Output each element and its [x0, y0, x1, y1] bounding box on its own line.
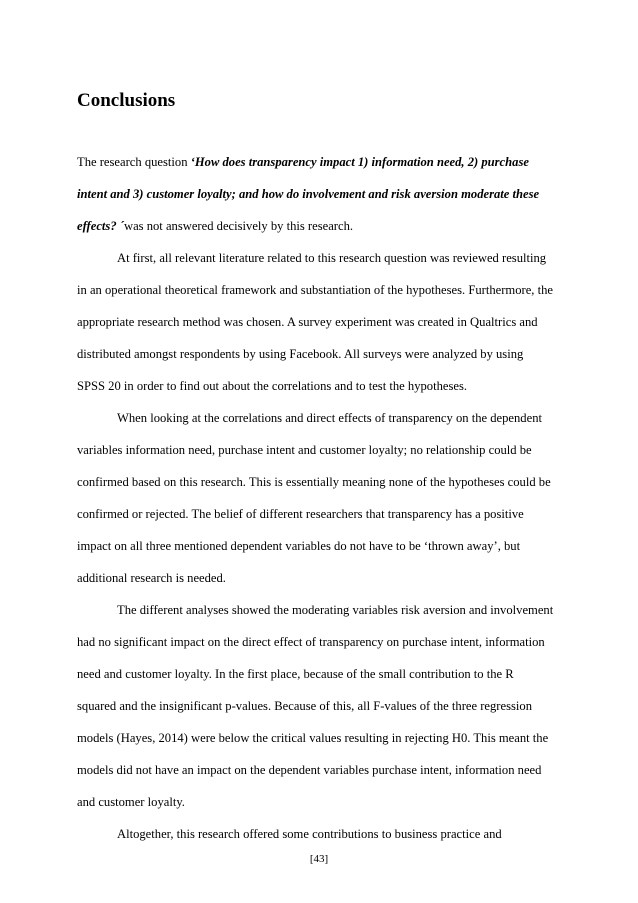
- text-line: SPSS 20 in order to find out about the correlations and to test the hypotheses.: [77, 379, 468, 393]
- text-line: additional research is needed.: [77, 571, 226, 585]
- text-line: variables information need, purchase intent and customer loyalty; no relationship could be: [77, 443, 532, 457]
- research-question-text: intent and 3) customer loyalty; and how do involvement and risk aversion moderate these: [77, 187, 540, 201]
- text-line: need and customer loyalty. In the first place, because of the small contribution to the R: [77, 667, 514, 681]
- text-line: in an operational theoretical framework and substantiation of the hypotheses. Furthermore, the: [77, 283, 553, 297]
- section-heading: Conclusions: [77, 90, 176, 111]
- text-run: was not answered decisively by this research.: [123, 219, 354, 233]
- text-line: confirmed or rejected. The belief of different researchers that transparency has a positive: [77, 507, 524, 521]
- text-line: distributed amongst respondents by using Facebook. All surveys were analyzed by using: [77, 347, 524, 361]
- text-line: confirmed based on this research. This is essentially meaning none of the hypotheses could be: [77, 475, 551, 489]
- text-line: Altogether, this research offered some contributions to business practice and: [117, 827, 502, 841]
- text-run: The research question: [77, 155, 191, 169]
- text-line: [77, 218, 353, 234]
- text-line: models did not have an impact on the dependent variables purchase intent, information need: [77, 763, 542, 777]
- text-line: [77, 154, 529, 170]
- text-line: impact on all three mentioned dependent variables do not have to be ‘thrown away’, but: [77, 539, 521, 553]
- text-line: When looking at the correlations and direct effects of transparency on the dependent: [117, 411, 542, 425]
- research-question-text: ‘How does transparency impact 1) information need, 2) purchase: [190, 155, 529, 169]
- text-line: models (Hayes, 2014) were below the critical values resulting in rejecting H0. This meant the: [77, 731, 549, 745]
- text-line: The different analyses showed the moderating variables risk aversion and involvement: [117, 603, 554, 617]
- text-line: At first, all relevant literature related to this research question was reviewed resulting: [117, 251, 547, 265]
- text-line: squared and the insignificant p-values. Because of this, all F-values of the three regression: [77, 699, 532, 713]
- page-number: [43]: [309, 853, 329, 865]
- text-line: appropriate research method was chosen. A survey experiment was created in Qualtrics and: [77, 315, 538, 329]
- text-line: had no significant impact on the direct effect of transparency on purchase intent, information: [77, 635, 545, 649]
- research-question-text: effects? ´: [77, 219, 124, 233]
- text-line: and customer loyalty.: [77, 795, 185, 809]
